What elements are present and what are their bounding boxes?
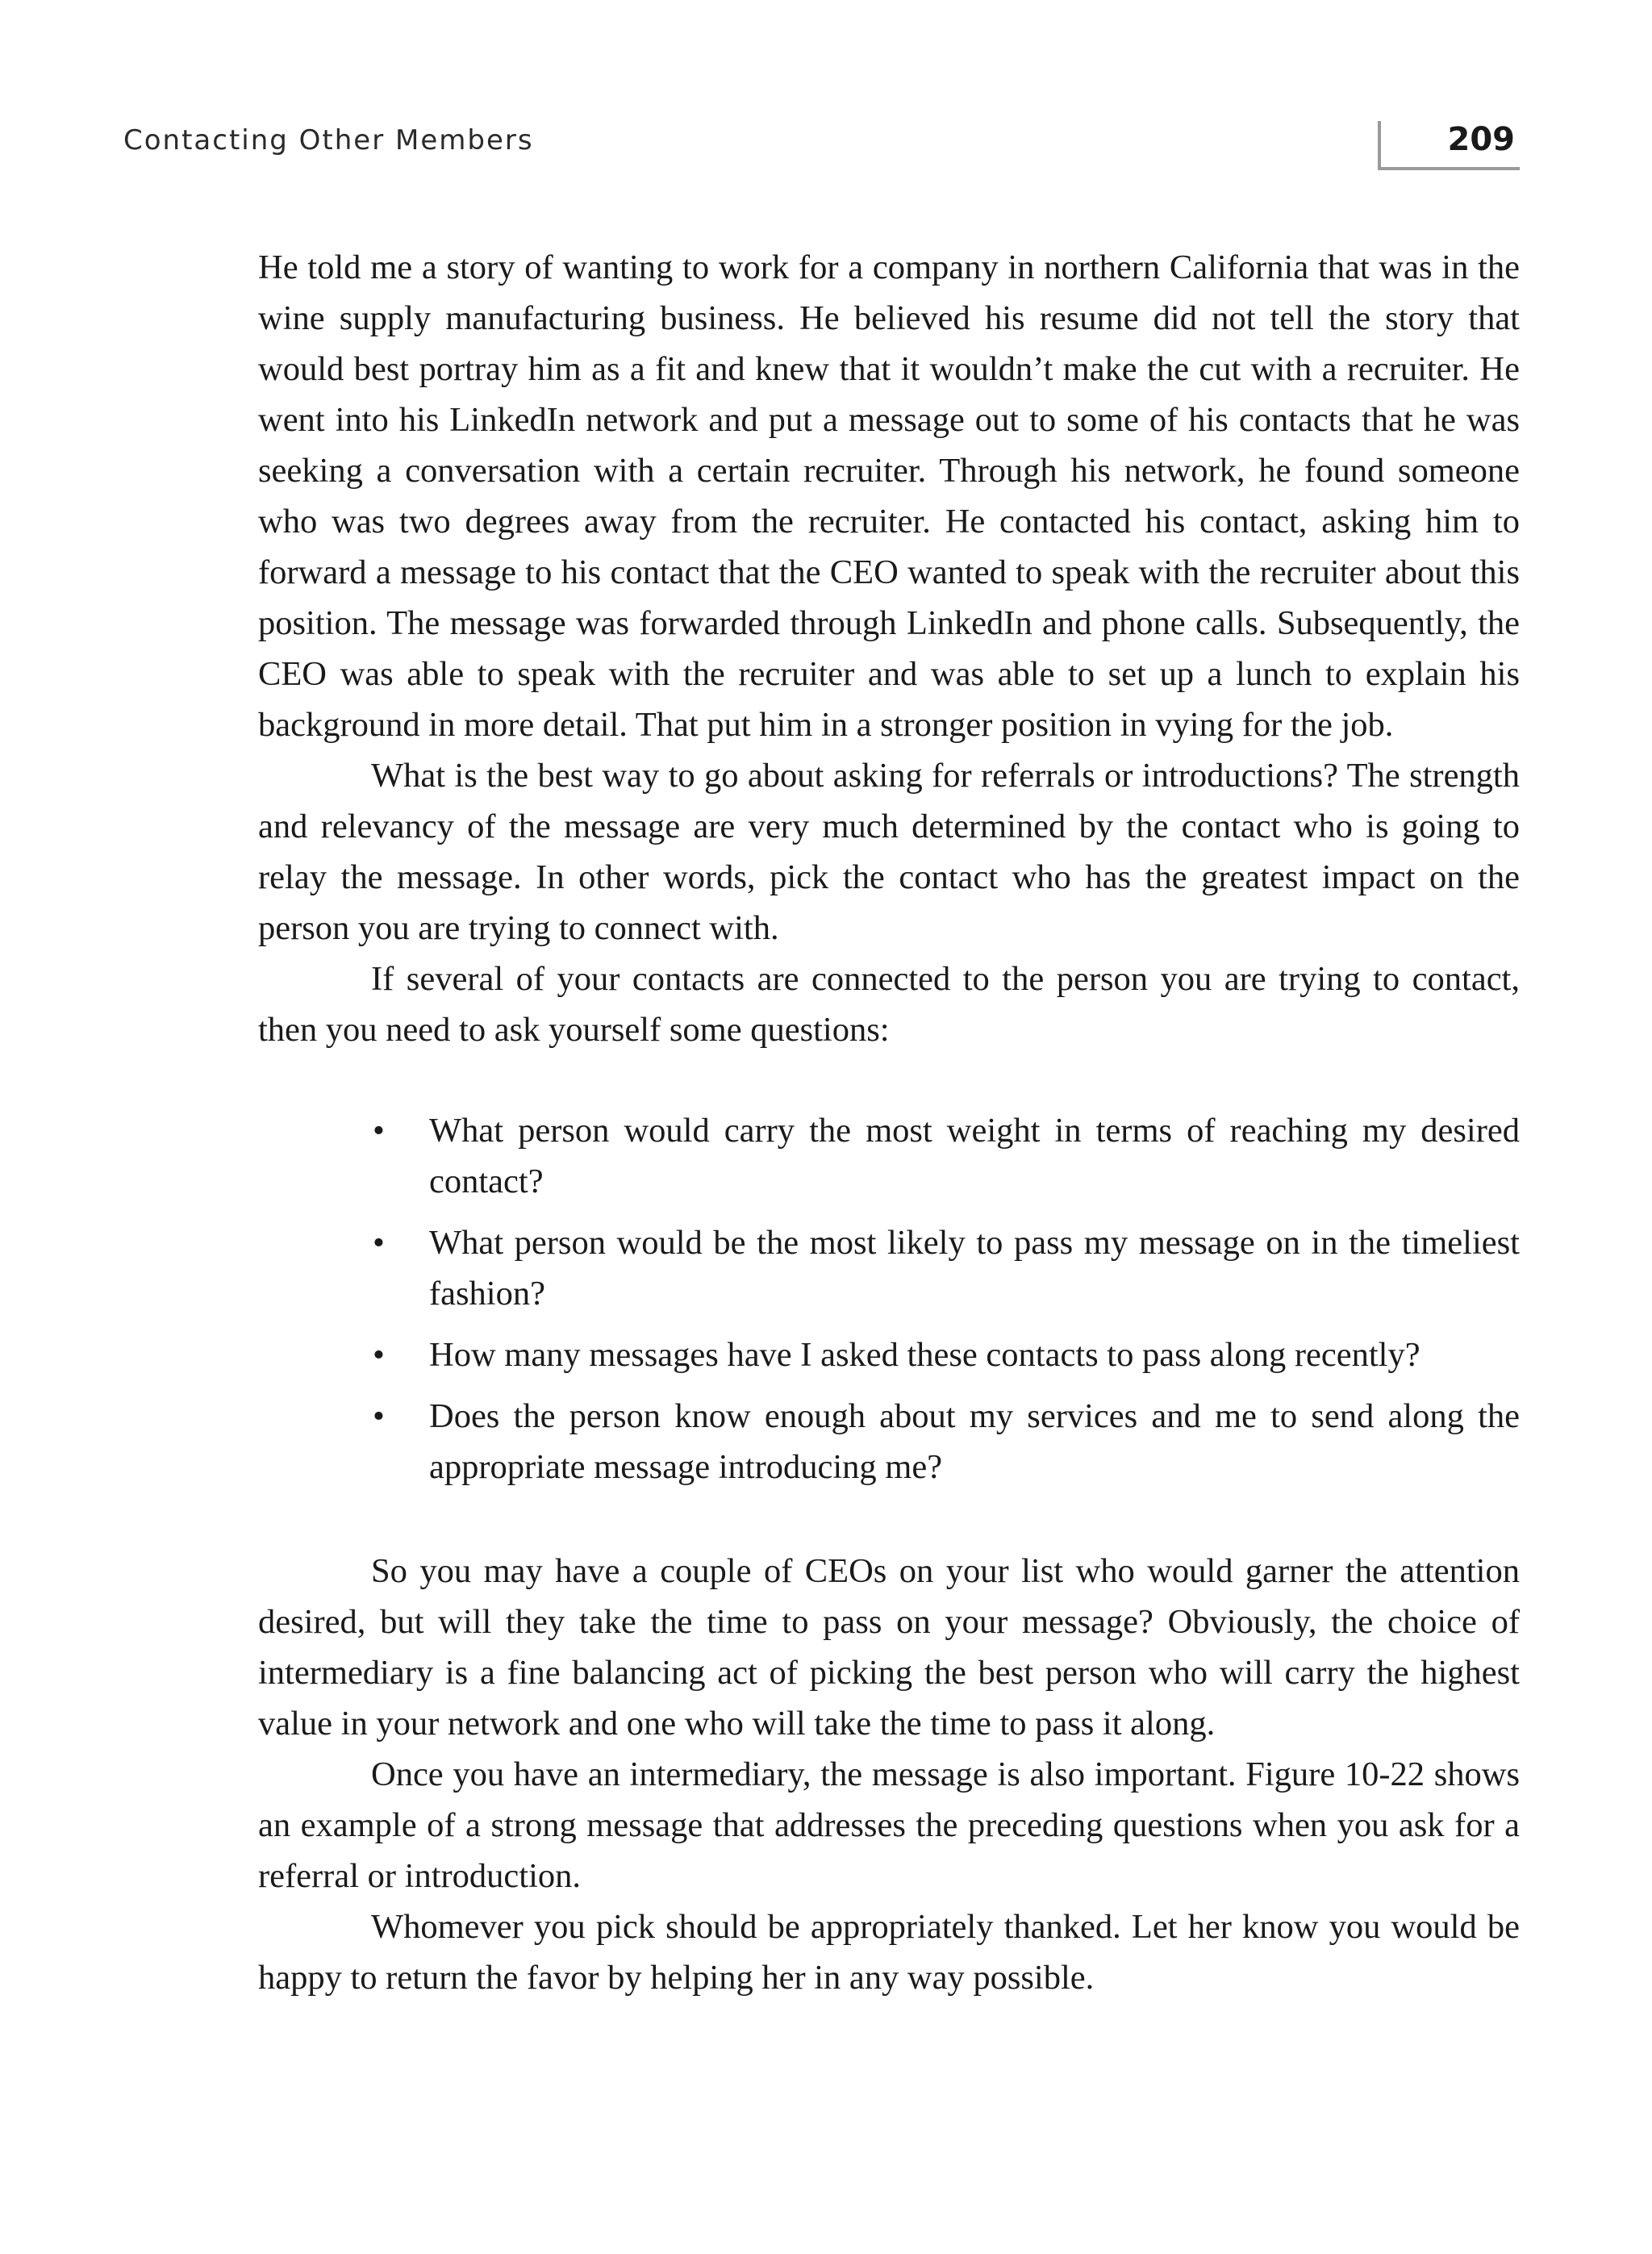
- list-item: [373, 1105, 1520, 1207]
- paragraph-ceos: So you may have a couple of CEOs on your list who would garner the attention desired, but will they take the time to pass on your message? Obviously, the choice of intermediary is a fine balancing act of picking the best person who will carry the highest value in your network and one who will take the time to pass it along.: [258, 1552, 1520, 1743]
- bullet-icon: •: [373, 1224, 385, 1262]
- paragraph-thanks: Whomever you pick should be appropriately thanked. Let her know you would be happy to return the favor by helping her in any way possible.: [258, 1908, 1520, 1997]
- body-text: [258, 242, 1520, 2003]
- question-list: [258, 1105, 1520, 1492]
- bullet-icon: •: [373, 1336, 385, 1374]
- list-item: [373, 1217, 1520, 1319]
- bullet-icon: •: [373, 1397, 385, 1435]
- list-item: [373, 1391, 1520, 1492]
- paragraph-intermediary: Once you have an intermediary, the message is also important. Figure 10-22 shows an example of a strong message that addresses the preceding questions when you ask for a referral or introduction.: [258, 1755, 1520, 1895]
- list-item-text: What person would carry the most weight in terms of reaching my desired contact?: [429, 1112, 1520, 1200]
- paragraph-best-way: What is the best way to go about asking for referrals or introductions? The strength and relevancy of the message are very much determined by the contact who is going to relay the message. In other words, pick the contact who has the greatest impact on the person you are trying to connect with.: [258, 757, 1520, 947]
- list-item-text: What person would be the most likely to pass my message on in the timeliest fashion?: [429, 1224, 1520, 1313]
- page-number: 209: [1447, 121, 1515, 158]
- list-item-text: How many messages have I asked these contacts to pass along recently?: [429, 1336, 1420, 1374]
- bullet-icon: •: [373, 1112, 385, 1150]
- list-item-text: Does the person know enough about my services and me to send along the appropriate message introducing me?: [429, 1397, 1520, 1486]
- running-head-title: Contacting Other Members: [123, 124, 534, 157]
- page-number-box: [1378, 121, 1520, 170]
- paragraph-several-contacts: If several of your contacts are connected to the person you are trying to contact, then you need to ask yourself some questions:: [258, 960, 1520, 1049]
- list-item: [373, 1329, 1520, 1380]
- paragraph-story: He told me a story of wanting to work for a company in northern California that was in the wine supply manufacturing business. He believed his resume did not tell the story that would best portray him as a fit and knew that it wouldn’t make the cut with a recruiter. He went into his LinkedIn network and put a message out to some of his contacts that he was seeking a conversation with a certain recruiter. Through his network, he found someone who was two degrees away from the recruiter. He contacted his contact, asking him to forward a message to his contact that the CEO wanted to speak with the recruiter about this position. The message was forwarded through LinkedIn and phone calls. Subsequently, the CEO was able to speak with the recruiter and was able to set up a lunch to explain his background in more detail. That put him in a stronger position in vying for the job.: [258, 248, 1520, 744]
